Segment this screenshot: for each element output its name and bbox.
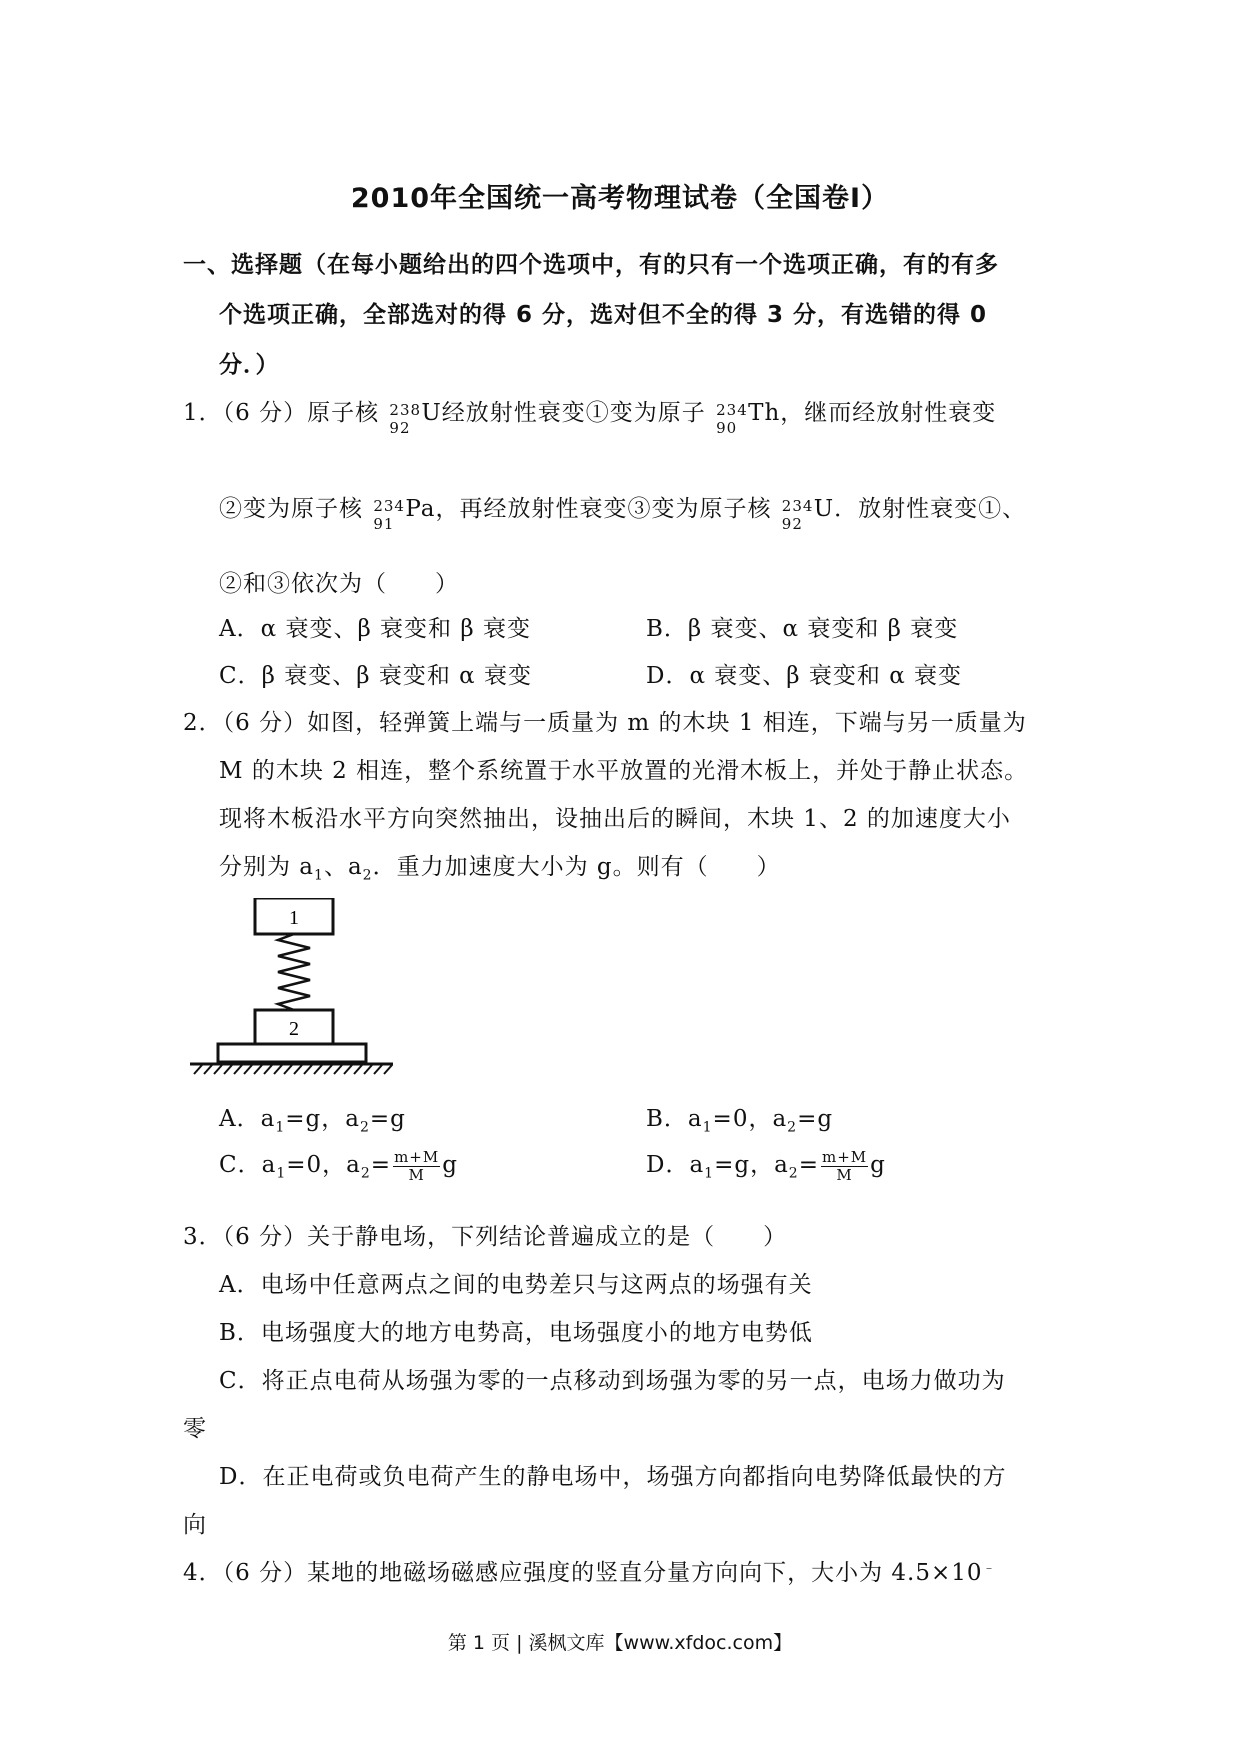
q2-option-c [219, 1146, 458, 1183]
denominator: M [408, 1165, 425, 1184]
q1-text: 原子核 [307, 400, 380, 426]
nuclide-pa234 [371, 497, 405, 533]
q2-line4 [219, 848, 781, 884]
q4-text: 4．（6 分）某地的地磁场磁感应强度的竖直分量方向向下，大小为 4.5×10 [183, 1560, 983, 1586]
mass-number: 238 [389, 401, 422, 419]
nuclide-symbol: Th [748, 400, 781, 426]
section-heading-line1: 一、选择题（在每小题给出的四个选项中，有的只有一个选项正确，有的有多 [183, 252, 999, 278]
section-heading-line3: 分．） [219, 352, 280, 378]
mass-number: 234 [373, 497, 405, 515]
option-text: =0，a [286, 1152, 361, 1178]
q1-text: ，再经放射性衰变③变为原子核 [435, 496, 772, 522]
q1-option-d: D．α 衰变、β 衰变和 α 衰变 [646, 663, 963, 689]
subscript: 1 [704, 1165, 715, 1182]
page-title: 2010年全国统一高考物理试卷（全国卷Ⅰ） [350, 183, 890, 214]
option-text: g [442, 1152, 458, 1178]
q1-line3: ②和③依次为（ ） [219, 571, 459, 597]
q1-text: ．放射性衰变①、 [834, 496, 1027, 522]
atomic-number: 92 [781, 515, 803, 533]
q1-number: 1． [183, 400, 223, 426]
atomic-number: 92 [389, 419, 411, 437]
denominator: M [836, 1165, 853, 1184]
option-text: D．a [646, 1152, 705, 1178]
ground-hatching [194, 1065, 392, 1074]
q3-option-a: A．电场中任意两点之间的电势差只与这两点的场强有关 [219, 1272, 813, 1298]
q3-line1: 3．（6 分）关于静电场，下列结论普遍成立的是（ ） [183, 1224, 788, 1250]
option-text: = [370, 1152, 392, 1178]
fraction [393, 1149, 440, 1183]
option-text: =g [369, 1106, 406, 1132]
section-heading-line2: 个选项正确，全部选对的得 6 分，选对但不全的得 3 分，有选错的得 0 [219, 302, 988, 328]
q1-option-c: C．β 衰变、β 衰变和 α 衰变 [219, 663, 532, 689]
q2-line1: 2．（6 分）如图，轻弹簧上端与一质量为 m 的木块 1 相连，下端与另一质量为 [183, 710, 1027, 736]
subscript: 2 [787, 1119, 798, 1136]
atomic-number: 90 [716, 419, 738, 437]
q1-line2 [219, 490, 1027, 533]
numerator: m+M [394, 1148, 440, 1166]
fraction [821, 1149, 868, 1183]
nuclide-symbol: U [813, 496, 835, 522]
q1-text: 经放射性衰变①变为原子 [441, 400, 706, 426]
q3-option-b: B．电场强度大的地方电势高，电场强度小的地方电势低 [219, 1320, 813, 1346]
q1-line1 [183, 394, 997, 437]
q2-line2: M 的木块 2 相连，整个系统置于水平放置的光滑木板上，并处于静止状态。 [219, 758, 1029, 784]
subscript: 1 [314, 867, 324, 884]
board [218, 1044, 366, 1062]
q2-text: 、a [323, 854, 363, 880]
nuclide-th234 [714, 401, 748, 437]
q2-text: 分别为 a [219, 854, 315, 880]
subscript: 1 [276, 1165, 287, 1182]
subscript: 2 [362, 867, 373, 884]
q2-option-a [219, 1100, 406, 1136]
q3-option-c-line1: C．将正点电荷从场强为零的一点移动到场强为零的另一点，电场力做功为 [219, 1368, 1006, 1394]
option-text: A．a [219, 1106, 276, 1132]
nuclide-symbol: Pa [405, 496, 436, 522]
q4-line1 [183, 1554, 997, 1587]
q2-option-d [646, 1146, 886, 1183]
q3-option-c-line2: 零 [183, 1416, 207, 1442]
option-text: = [798, 1152, 819, 1178]
q2-text: ．重力加速度大小为 g。则有（ ） [372, 854, 781, 880]
mass-number: 234 [781, 497, 814, 515]
subscript: 2 [788, 1165, 799, 1182]
option-text: =g [797, 1106, 834, 1132]
q2-line3: 现将木板沿水平方向突然抽出，设抽出后的瞬间，木块 1、2 的加速度大小 [219, 806, 1011, 832]
option-text: =0，a [712, 1106, 788, 1132]
q1-option-a: A．α 衰变、β 衰变和 β 衰变 [219, 616, 531, 642]
option-text: g [870, 1152, 886, 1178]
spring-blocks-figure [190, 898, 395, 1078]
q1-text: ②变为原子核 [219, 496, 363, 522]
subscript: 2 [360, 1165, 371, 1182]
nuclide-symbol: U [421, 400, 442, 426]
spring [278, 934, 310, 1010]
numerator: m+M [822, 1148, 868, 1166]
atomic-number: 91 [373, 515, 395, 533]
option-text: C．a [219, 1152, 277, 1178]
page-footer: 第 1 页 | 溪枫文库【www.xfdoc.com】 [447, 1632, 793, 1654]
q3-option-d-line1: D．在正电荷或负电荷产生的静电场中，场强方向都指向电势降低最快的方 [219, 1464, 1007, 1490]
q3-option-d-line2: 向 [183, 1512, 207, 1538]
nuclide-u238 [387, 401, 422, 437]
q1-option-b: B．β 衰变、α 衰变和 β 衰变 [646, 616, 959, 642]
subscript: 1 [275, 1119, 286, 1136]
block-1-label: 1 [289, 907, 299, 929]
option-text: =g，a [714, 1152, 789, 1178]
q2-option-b [646, 1100, 833, 1136]
block-2-label: 2 [289, 1018, 299, 1040]
mass-number: 234 [716, 401, 748, 419]
subscript: 1 [702, 1119, 713, 1136]
subscript: 2 [359, 1119, 370, 1136]
q1-text: ，继而经放射性衰变 [780, 400, 997, 426]
exponent: ﹣ [982, 1560, 997, 1576]
option-text: =g，a [285, 1106, 360, 1132]
nuclide-u234 [780, 497, 814, 533]
option-text: B．a [646, 1106, 703, 1132]
q1-score: （6 分） [222, 400, 308, 426]
